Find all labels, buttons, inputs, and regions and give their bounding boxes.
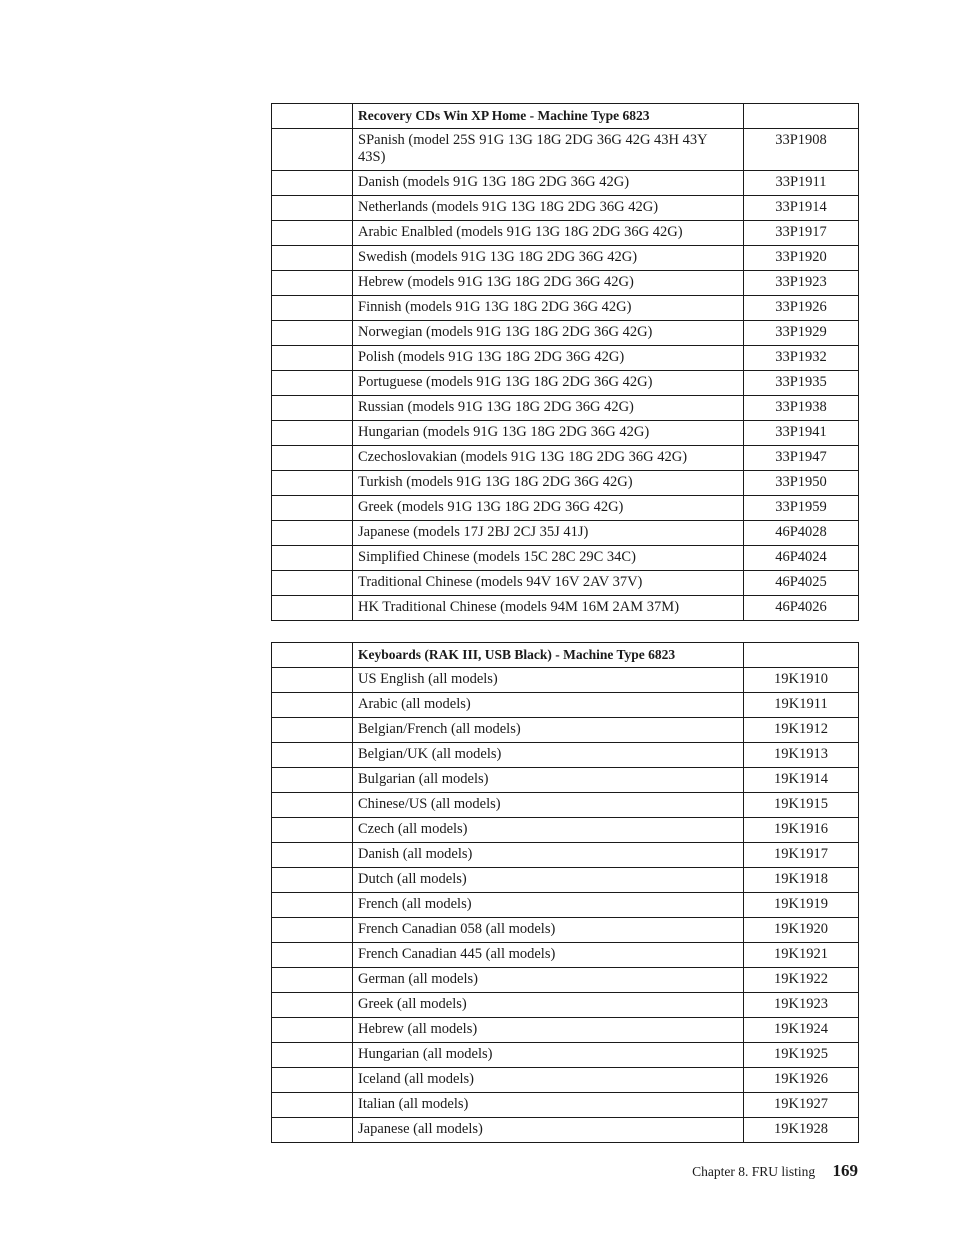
index-cell [272,196,353,221]
table-row [272,296,859,321]
part-number-cell: 19K1923 [744,993,859,1018]
part-number-cell: 33P1959 [744,496,859,521]
index-cell [272,171,353,196]
index-cell [272,1118,353,1143]
description-cell: Portuguese (models 91G 13G 18G 2DG 36G 42G) [353,371,744,396]
part-number-cell: 33P1923 [744,271,859,296]
index-cell [272,296,353,321]
recovery-cds-table [271,103,859,621]
index-cell [272,546,353,571]
description-cell: Arabic Enalbled (models 91G 13G 18G 2DG 36G 42G) [353,221,744,246]
description-cell: US English (all models) [353,668,744,693]
index-cell [272,129,353,171]
part-number-cell: 33P1935 [744,371,859,396]
table-header-row [272,104,859,129]
part-number-cell: 46P4025 [744,571,859,596]
table-row [272,129,859,171]
index-cell [272,668,353,693]
part-number-cell: 19K1927 [744,1093,859,1118]
index-cell [272,396,353,421]
index-cell [272,271,353,296]
index-cell [272,1018,353,1043]
description-cell: Belgian/French (all models) [353,718,744,743]
index-cell [272,221,353,246]
index-cell [272,993,353,1018]
page-footer [692,1161,858,1181]
table-header-row [272,643,859,668]
description-cell: Hebrew (all models) [353,1018,744,1043]
description-cell: Bulgarian (all models) [353,768,744,793]
index-cell [272,893,353,918]
part-number-cell: 19K1910 [744,668,859,693]
part-number-cell: 46P4026 [744,596,859,621]
description-cell: Belgian/UK (all models) [353,743,744,768]
table-row [272,818,859,843]
description-cell: Japanese (all models) [353,1118,744,1143]
part-number-cell: 33P1941 [744,421,859,446]
part-number-cell: 33P1929 [744,321,859,346]
part-number-cell: 33P1926 [744,296,859,321]
index-cell [272,346,353,371]
description-cell: Netherlands (models 91G 13G 18G 2DG 36G 42G) [353,196,744,221]
table-row [272,346,859,371]
description-cell: Norwegian (models 91G 13G 18G 2DG 36G 42G) [353,321,744,346]
description-cell: Hungarian (all models) [353,1043,744,1068]
description-cell: Japanese (models 17J 2BJ 2CJ 35J 41J) [353,521,744,546]
table-row [272,496,859,521]
description-cell: Italian (all models) [353,1093,744,1118]
description-cell: Danish (models 91G 13G 18G 2DG 36G 42G) [353,171,744,196]
index-cell [272,743,353,768]
description-cell: Hungarian (models 91G 13G 18G 2DG 36G 42G) [353,421,744,446]
description-cell: Turkish (models 91G 13G 18G 2DG 36G 42G) [353,471,744,496]
index-cell [272,1043,353,1068]
table-row [272,668,859,693]
index-cell [272,868,353,893]
part-number-cell: 33P1932 [744,346,859,371]
table-row [272,321,859,346]
table-row [272,693,859,718]
table-row [272,1118,859,1143]
index-cell [272,1093,353,1118]
part-number-cell: 19K1917 [744,843,859,868]
table-row [272,1043,859,1068]
index-cell [272,968,353,993]
table-row [272,421,859,446]
index-cell [272,693,353,718]
part-number-cell: 19K1921 [744,943,859,968]
table-row [272,371,859,396]
index-cell [272,371,353,396]
table-row [272,171,859,196]
table-row [272,521,859,546]
table-row [272,793,859,818]
description-cell: Czechoslovakian (models 91G 13G 18G 2DG 36G 42G) [353,446,744,471]
index-cell [272,718,353,743]
index-cell [272,843,353,868]
description-cell: Dutch (all models) [353,868,744,893]
part-number-cell: 19K1911 [744,693,859,718]
description-cell: Arabic (all models) [353,693,744,718]
table-row [272,943,859,968]
table-row [272,471,859,496]
part-number-cell: 33P1911 [744,171,859,196]
part-number-cell: 19K1915 [744,793,859,818]
description-cell: Iceland (all models) [353,1068,744,1093]
description-cell: Simplified Chinese (models 15C 28C 29C 34C) [353,546,744,571]
table-row [272,396,859,421]
part-number-cell: 33P1950 [744,471,859,496]
table-row [272,246,859,271]
index-cell [272,918,353,943]
table-row [272,743,859,768]
index-cell [272,521,353,546]
table-row [272,221,859,246]
part-number-cell: 19K1916 [744,818,859,843]
keyboards-table [271,642,859,1143]
table-row [272,1068,859,1093]
part-number-cell: 46P4024 [744,546,859,571]
part-number-cell: 33P1908 [744,129,859,171]
index-cell [272,471,353,496]
index-cell [272,643,353,668]
index-cell [272,1068,353,1093]
description-cell: Swedish (models 91G 13G 18G 2DG 36G 42G) [353,246,744,271]
part-number-cell: 33P1938 [744,396,859,421]
description-cell: Czech (all models) [353,818,744,843]
part-number-cell [744,104,859,129]
part-number-cell: 33P1920 [744,246,859,271]
index-cell [272,793,353,818]
part-number-cell: 19K1920 [744,918,859,943]
index-cell [272,496,353,521]
index-cell [272,446,353,471]
table-row [272,843,859,868]
index-cell [272,421,353,446]
page-number: 169 [832,1161,858,1180]
description-cell: French (all models) [353,893,744,918]
table-row [272,893,859,918]
description-cell: French Canadian 058 (all models) [353,918,744,943]
part-number-cell: 19K1925 [744,1043,859,1068]
table-row [272,968,859,993]
part-number-cell: 19K1918 [744,868,859,893]
table-row [272,196,859,221]
table-row [272,718,859,743]
table-heading: Keyboards (RAK III, USB Black) - Machine Type 6823 [353,643,744,668]
description-cell: German (all models) [353,968,744,993]
index-cell [272,943,353,968]
description-cell: Traditional Chinese (models 94V 16V 2AV 37V) [353,571,744,596]
description-cell: Finnish (models 91G 13G 18G 2DG 36G 42G) [353,296,744,321]
description-cell: Polish (models 91G 13G 18G 2DG 36G 42G) [353,346,744,371]
part-number-cell: 19K1926 [744,1068,859,1093]
part-number-cell: 33P1917 [744,221,859,246]
table-row [272,271,859,296]
part-number-cell: 19K1924 [744,1018,859,1043]
part-number-cell: 19K1928 [744,1118,859,1143]
index-cell [272,104,353,129]
part-number-cell: 19K1922 [744,968,859,993]
index-cell [272,596,353,621]
index-cell [272,246,353,271]
description-cell: French Canadian 445 (all models) [353,943,744,968]
part-number-cell: 19K1914 [744,768,859,793]
index-cell [272,321,353,346]
part-number-cell: 19K1919 [744,893,859,918]
part-number-cell: 46P4028 [744,521,859,546]
table-row [272,1018,859,1043]
table-row [272,546,859,571]
table-heading: Recovery CDs Win XP Home - Machine Type 6823 [353,104,744,129]
table-row [272,1093,859,1118]
part-number-cell [744,643,859,668]
part-number-cell: 33P1947 [744,446,859,471]
description-cell: SPanish (model 25S 91G 13G 18G 2DG 36G 42G 43H 43Y 43S) [353,129,744,171]
table-row [272,768,859,793]
table-row [272,446,859,471]
index-cell [272,818,353,843]
table-row [272,918,859,943]
index-cell [272,768,353,793]
part-number-cell: 19K1913 [744,743,859,768]
table-row [272,868,859,893]
table-row [272,993,859,1018]
description-cell: Greek (all models) [353,993,744,1018]
description-cell: Hebrew (models 91G 13G 18G 2DG 36G 42G) [353,271,744,296]
description-cell: Greek (models 91G 13G 18G 2DG 36G 42G) [353,496,744,521]
part-number-cell: 33P1914 [744,196,859,221]
part-number-cell: 19K1912 [744,718,859,743]
chapter-title: Chapter 8. FRU listing [692,1164,816,1179]
table-row [272,571,859,596]
description-cell: Russian (models 91G 13G 18G 2DG 36G 42G) [353,396,744,421]
table-row [272,596,859,621]
description-cell: Chinese/US (all models) [353,793,744,818]
index-cell [272,571,353,596]
description-cell: HK Traditional Chinese (models 94M 16M 2AM 37M) [353,596,744,621]
description-cell: Danish (all models) [353,843,744,868]
